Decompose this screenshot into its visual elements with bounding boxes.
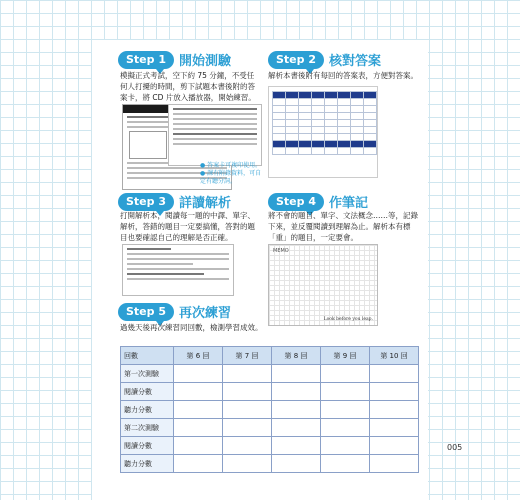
score-cell[interactable] [223, 437, 272, 455]
table-header: 第 7 回 [223, 347, 272, 365]
step1-header [118, 50, 231, 69]
row-label: 閱讀分數 [121, 437, 174, 455]
score-cell[interactable] [370, 437, 419, 455]
score-cell[interactable] [272, 401, 321, 419]
step3-pill: Step 3 [118, 193, 174, 211]
score-cell[interactable] [321, 365, 370, 383]
score-cell[interactable] [321, 383, 370, 401]
step1-title: 開始測驗 [179, 54, 232, 69]
score-cell[interactable] [370, 383, 419, 401]
score-cell[interactable] [370, 455, 419, 473]
table-header: 回數 [121, 347, 174, 365]
score-cell[interactable] [272, 419, 321, 437]
table-header: 第 6 回 [174, 347, 223, 365]
table-row [121, 437, 419, 455]
step4-title: 作筆記 [329, 196, 369, 211]
step4-pill: Step 4 [268, 193, 324, 211]
memo-label: MEMO [273, 248, 289, 254]
score-cell[interactable] [370, 365, 419, 383]
score-cell[interactable] [321, 419, 370, 437]
score-cell[interactable] [272, 383, 321, 401]
table-row [121, 383, 419, 401]
answer-page-thumbnail [168, 104, 262, 166]
score-cell[interactable] [223, 419, 272, 437]
score-cell[interactable] [321, 455, 370, 473]
step3-title: 詳讀解析 [179, 196, 232, 211]
step5-description: 過幾天後再次練習同回數，檢測學習成效。 [120, 323, 263, 332]
score-cell[interactable] [223, 383, 272, 401]
score-cell[interactable] [223, 401, 272, 419]
score-cell[interactable] [223, 365, 272, 383]
row-label: 聽力分數 [121, 401, 174, 419]
table-header: 第 9 回 [321, 347, 370, 365]
step3-description: 打開解析本，閱讀每一題的中譯、單字、解析，答錯的題目一定要搞懂，答對的題目也要確認自己的理解是否正確。 [120, 211, 255, 242]
memo-thumbnail [268, 244, 378, 326]
step2-header [268, 50, 381, 69]
note-item: ● 課有附錄資料，可自定有聽分詞。 [200, 170, 262, 185]
score-cell[interactable] [223, 455, 272, 473]
score-cell[interactable] [174, 383, 223, 401]
memo-signature: Look before you leap. [323, 317, 373, 322]
score-table [120, 346, 419, 473]
explanation-thumbnail [122, 244, 234, 296]
step4-description: 將不會的題目、單字、文法概念……等，記錄下來，並反覆閱讀到理解為止。解析本有標「重」的題目，一定要會。 [268, 211, 418, 242]
step1-description: 模擬正式考試，空下約 75 分鐘，不受任何人打擾的時間，剪下試題本書後附的答案卡，將 CD 片放入播放器，開始練習。 [120, 71, 256, 102]
score-cell[interactable] [370, 419, 419, 437]
score-cell[interactable] [272, 455, 321, 473]
step5-title: 再次練習 [179, 306, 232, 321]
score-cell[interactable] [272, 365, 321, 383]
score-cell[interactable] [272, 437, 321, 455]
score-cell[interactable] [370, 401, 419, 419]
step5-pill: Step 5 [118, 303, 174, 321]
score-cell[interactable] [321, 401, 370, 419]
step1-pill: Step 1 [118, 51, 174, 69]
row-label: 聽力分數 [121, 455, 174, 473]
score-cell[interactable] [174, 365, 223, 383]
table-row [121, 419, 419, 437]
row-label: 第一次測驗 [121, 365, 174, 383]
score-cell[interactable] [321, 437, 370, 455]
table-header-row [121, 347, 419, 365]
page-number: 005 [447, 443, 463, 452]
score-cell[interactable] [174, 455, 223, 473]
table-row [121, 365, 419, 383]
step5-header [118, 302, 231, 321]
row-label: 閱讀分數 [121, 383, 174, 401]
note-item: ● 答案卡可複印使用。 [200, 162, 262, 169]
table-header: 第 10 回 [370, 347, 419, 365]
table-row [121, 455, 419, 473]
score-cell[interactable] [174, 419, 223, 437]
step2-pill: Step 2 [268, 51, 324, 69]
step3-header [118, 192, 231, 211]
step4-header [268, 192, 368, 211]
score-cell[interactable] [174, 401, 223, 419]
answer-grid [272, 91, 377, 155]
step2-description: 解析本書後附有每回的答案表，方便對答案。 [268, 71, 418, 80]
table-header: 第 8 回 [272, 347, 321, 365]
step2-title: 核對答案 [329, 54, 382, 69]
row-label: 第二次測驗 [121, 419, 174, 437]
table-row [121, 401, 419, 419]
step1-notes [200, 162, 264, 186]
score-cell[interactable] [174, 437, 223, 455]
answer-table-thumbnail [268, 86, 378, 178]
